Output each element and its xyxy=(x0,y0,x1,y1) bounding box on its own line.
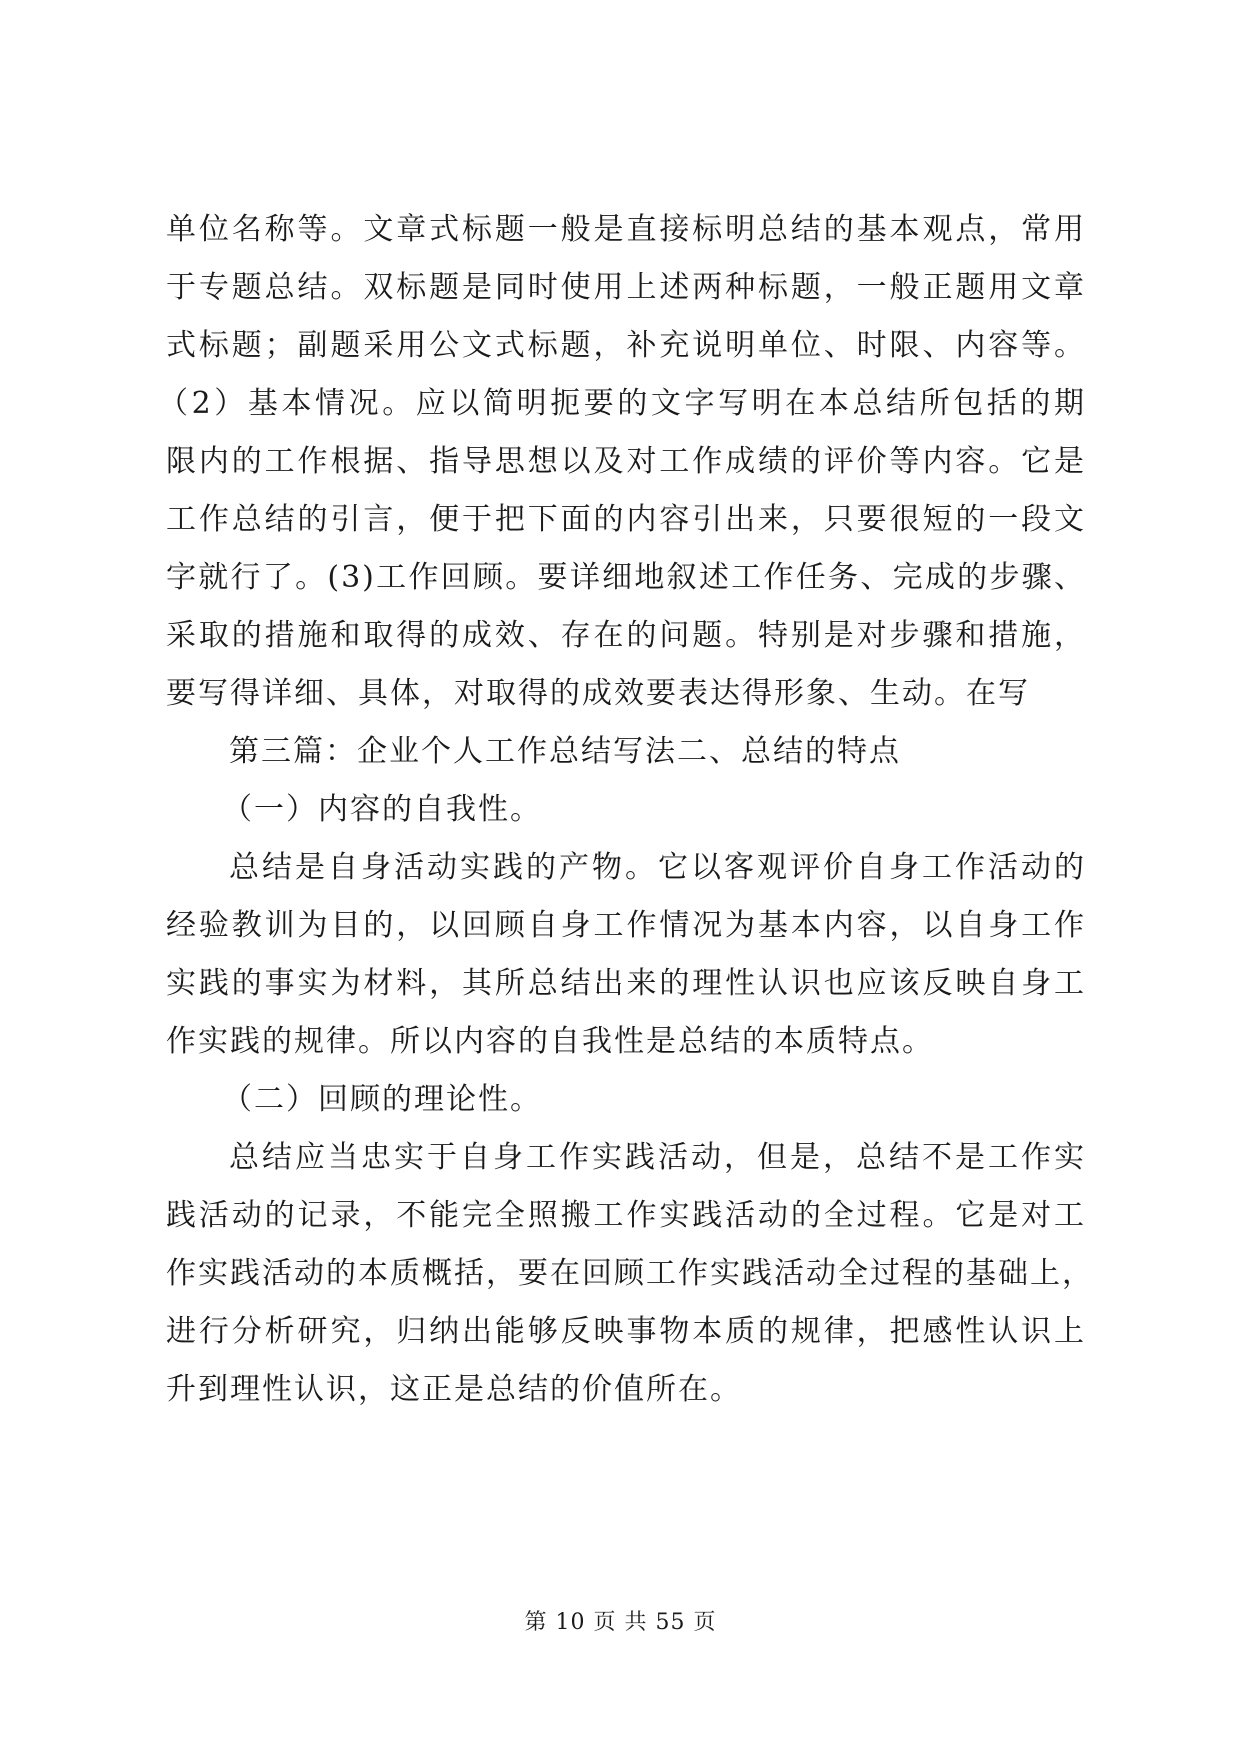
text-line: 作实践的规律。所以内容的自我性是总结的本质特点。 xyxy=(166,1024,934,1059)
text-line: 践活动的记录，不能完全照搬工作实践活动的全过程。它是对工 xyxy=(166,1198,1086,1233)
text-line: 升到理性认识，这正是总结的价值所在。 xyxy=(166,1372,742,1407)
text-line: 经验教训为目的，以回顾自身工作情况为基本内容，以自身工作 xyxy=(166,908,1086,943)
sub-heading: （二）回顾的理论性。 xyxy=(222,1082,542,1117)
text-line: （2）基本情况。应以简明扼要的文字写明在本总结所包括的期 xyxy=(158,386,1086,421)
text-line: 总结是自身活动实践的产物。它以客观评价自身工作活动的 xyxy=(229,850,1086,885)
text-line: 单位名称等。文章式标题一般是直接标明总结的基本观点，常用 xyxy=(166,212,1086,247)
text-line: 进行分析研究，归纳出能够反映事物本质的规律，把感性认识上 xyxy=(166,1314,1086,1349)
text-line: 工作总结的引言，便于把下面的内容引出来，只要很短的一段文 xyxy=(166,502,1086,537)
text-line: 要写得详细、具体，对取得的成效要表达得形象、生动。在写 xyxy=(166,676,1030,711)
text-line: 实践的事实为材料，其所总结出来的理性认识也应该反映自身工 xyxy=(166,966,1086,1001)
text-line: 作实践活动的本质概括，要在回顾工作实践活动全过程的基础上， xyxy=(166,1256,1094,1291)
text-line: 式标题；副题采用公文式标题，补充说明单位、时限、内容等。 xyxy=(166,328,1086,363)
sub-heading: （一）内容的自我性。 xyxy=(222,792,542,827)
text-line: 字就行了。(3)工作回顾。要详细地叙述工作任务、完成的步骤、 xyxy=(166,560,1086,595)
section-heading: 第三篇：企业个人工作总结写法二、总结的特点 xyxy=(229,734,901,769)
page-footer: 第 10 页 共 55 页 xyxy=(524,1610,717,1635)
text-line: 总结应当忠实于自身工作实践活动，但是，总结不是工作实 xyxy=(229,1140,1086,1175)
text-line: 限内的工作根据、指导思想以及对工作成绩的评价等内容。它是 xyxy=(166,444,1086,479)
text-line: 采取的措施和取得的成效、存在的问题。特别是对步骤和措施， xyxy=(166,618,1086,653)
text-line: 于专题总结。双标题是同时使用上述两种标题，一般正题用文章 xyxy=(166,270,1086,305)
